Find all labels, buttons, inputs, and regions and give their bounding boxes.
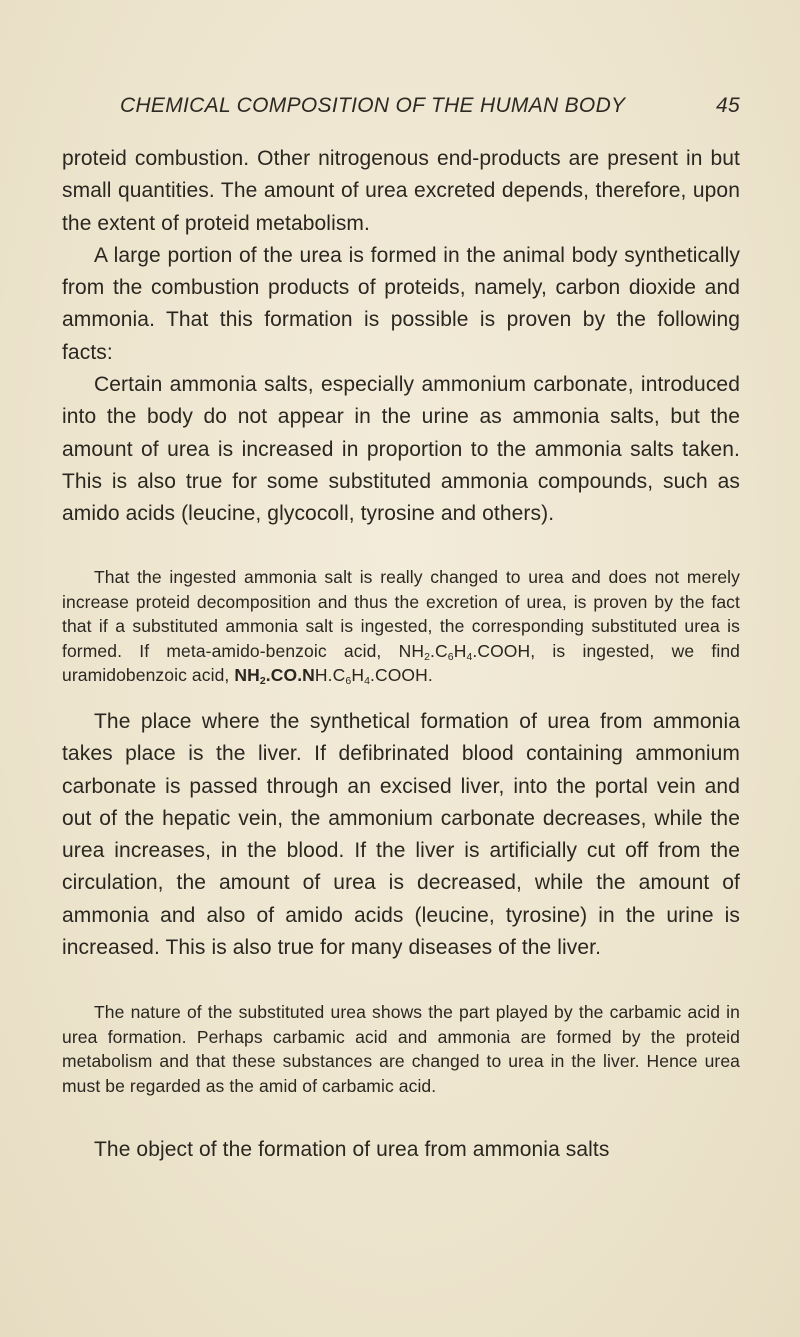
paragraph-continuation: proteid combustion. Other nitrogenous end-products are present in but small quantities. The amount of urea excreted depends, therefore, upon the extent of proteid metabolism.	[62, 147, 740, 235]
paragraph-text: That the ingested ammonia salt is really changed to urea and does not merely increase proteid decomposition and thus the excretion of urea, is proven by the fact that if a substituted ammonia salt is ingested, the corresponding substituted urea is formed. If meta-amido-benzoic acid,	[62, 567, 740, 661]
running-head-title: CHEMICAL COMPOSITION OF THE HUMAN BODY	[120, 94, 626, 117]
page-number: 45	[716, 94, 740, 117]
paragraph-urea-synthesis: A large portion of the urea is formed in the animal body synthetically from the combustion products of proteids, namely, carbon dioxide and ammonia. That this formation is possible is proven by the following facts:	[62, 243, 740, 364]
paragraph-object-formation: The object of the formation of urea from ammonia salts	[94, 1138, 610, 1161]
paragraph-substituted-urea	[62, 565, 740, 688]
section-large-1	[62, 143, 740, 531]
section-large-3	[62, 1134, 740, 1166]
paragraph-ammonia-salts: Certain ammonia salts, especially ammonium carbonate, introduced into the body do not appear in the urine as ammonia salts, but the amount of urea is increased in proportion to the ammonia salts taken. This is also true for some substituted ammonia compounds, such as amido acids (leucine, glycocoll, tyrosine and others).	[62, 373, 740, 526]
section-small-1	[62, 565, 740, 688]
section-large-2	[62, 706, 740, 964]
formula-meta-amido-benzoic-acid: $NH_2.C_6H_4.COOH$	[398, 640, 531, 663]
paragraph-carbamic-acid: The nature of the substituted urea shows the part played by the carbamic acid in urea formation. Perhaps carbamic acid and ammonia are formed by the proteid metabolism and that these substances are changed to urea in the liver. Hence urea must be regarded as the amid of carbamic acid.	[62, 1002, 740, 1096]
section-small-2	[62, 1000, 740, 1098]
paragraph-text-2: , is ingested, we find uramidobenzoic acid,	[62, 640, 740, 686]
formula-uramidobenzoic-acid: $NH_2.CO.NH.C_6H_4.COOH$.	[234, 665, 433, 688]
paragraph-liver: The place where the synthetical formation of urea from ammonia takes place is the liver. If defibrinated blood containing ammonium carbonate is passed through an excised liver, into the portal vein and out of the hepatic vein, the ammonium carbonate decreases, while the urea increases, in the blood. If the liver is artificially cut off from the circulation, the amount of urea is decreased, while the amount of ammonia and also of amido acids (leucine, tyrosine) in the urine is increased. This is also true for many diseases of the liver.	[62, 710, 740, 960]
running-head	[120, 94, 740, 124]
